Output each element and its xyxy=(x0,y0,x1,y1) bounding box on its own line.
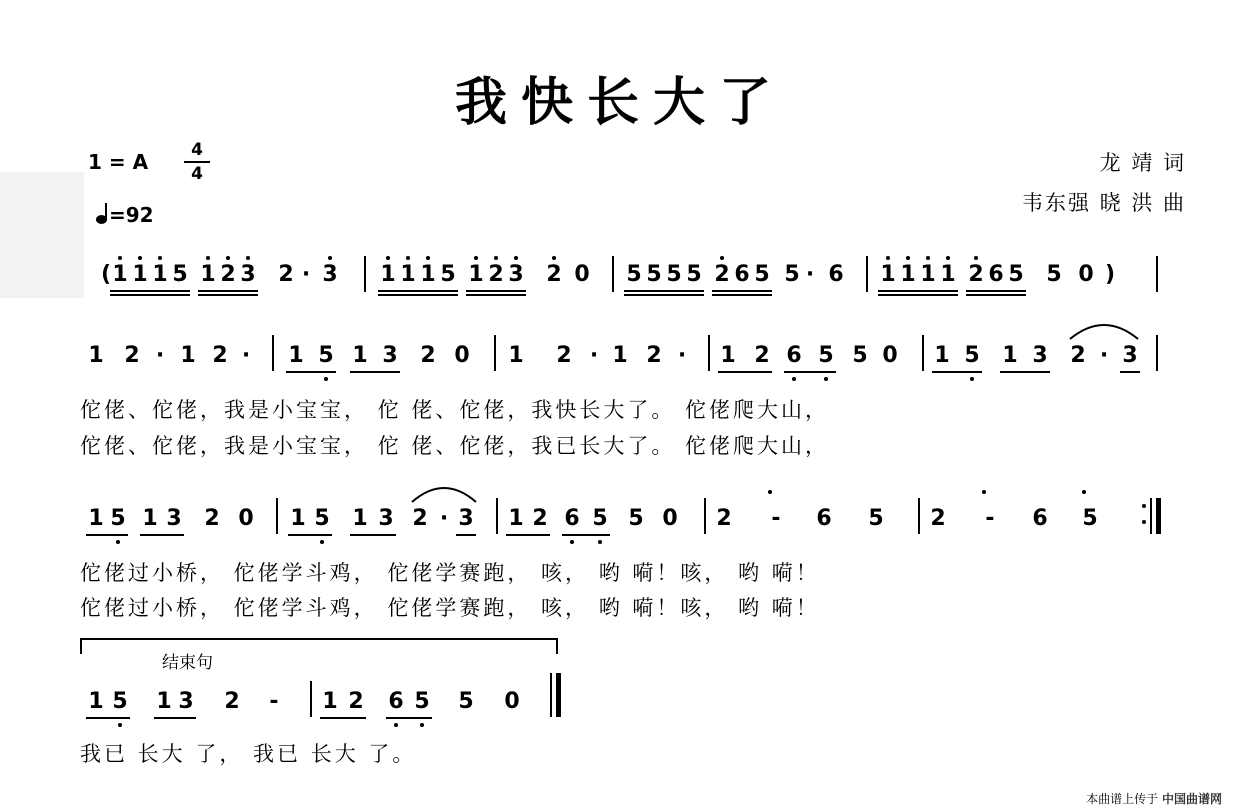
note-numeral: 6 xyxy=(816,506,832,531)
beam-underline xyxy=(712,290,772,292)
bar-line xyxy=(918,498,920,534)
staff-intro xyxy=(0,262,1240,322)
note-numeral: 2 xyxy=(646,343,662,368)
tempo-marking: =92 xyxy=(96,203,154,227)
beam-underline xyxy=(932,371,982,373)
beam-underline xyxy=(1120,371,1140,373)
bar-line xyxy=(310,681,312,717)
note-numeral: 2 xyxy=(420,343,436,368)
note-numeral: 2 xyxy=(488,262,504,287)
note-numeral: 1 xyxy=(720,343,736,368)
note-numeral: 1 xyxy=(180,343,196,368)
note-numeral: 5 xyxy=(318,343,334,368)
note-numeral: 1 xyxy=(940,262,956,287)
time-sig-top: 4 xyxy=(191,140,203,160)
note-numeral: 1 xyxy=(200,262,216,287)
octave-dot xyxy=(394,723,398,727)
note-numeral: · xyxy=(241,343,251,368)
note-numeral: 5 xyxy=(666,262,682,287)
note-numeral: 5 xyxy=(626,262,642,287)
note-numeral: 6 xyxy=(786,343,802,368)
bar-line xyxy=(708,335,710,371)
note-numeral: 0 xyxy=(1078,262,1094,287)
octave-dot xyxy=(1082,490,1086,494)
note-numeral: 5 xyxy=(172,262,188,287)
note-numeral: 2 xyxy=(556,343,572,368)
note-numeral: 1 xyxy=(142,506,158,531)
note-numeral: 6 xyxy=(828,262,844,287)
beam-underline xyxy=(966,290,1026,292)
note-numeral: 1 xyxy=(420,262,436,287)
bar-line xyxy=(550,673,552,717)
note-numeral: 1 xyxy=(132,262,148,287)
note-numeral: 2 xyxy=(348,689,364,714)
note-numeral: 1 xyxy=(380,262,396,287)
octave-dot xyxy=(226,256,230,260)
octave-dot xyxy=(598,540,602,544)
octave-dot xyxy=(324,377,328,381)
note-numeral: 3 xyxy=(166,506,182,531)
note-numeral: 0 xyxy=(882,343,898,368)
note-numeral: 5 xyxy=(818,343,834,368)
bar-line xyxy=(496,498,498,534)
beam-underline xyxy=(712,294,772,296)
bar-line xyxy=(866,256,868,292)
note-numeral: 3 xyxy=(1122,343,1138,368)
note-numeral: 5 xyxy=(1082,506,1098,531)
octave-dot xyxy=(116,540,120,544)
note-numeral: 5 xyxy=(784,262,800,287)
note-numeral: · xyxy=(805,262,815,287)
ending-label: 结束句 xyxy=(162,653,213,673)
quarter-note-icon xyxy=(96,215,107,224)
note-numeral: 1 xyxy=(352,506,368,531)
beam-underline xyxy=(86,534,128,536)
note-numeral: 6 xyxy=(988,262,1004,287)
beam-underline xyxy=(624,290,704,292)
octave-dot xyxy=(552,256,556,260)
beam-underline xyxy=(110,294,190,296)
bar-line xyxy=(272,335,274,371)
bar-line xyxy=(556,673,561,717)
note-numeral: 1 xyxy=(1002,343,1018,368)
note-numeral: 5 xyxy=(592,506,608,531)
note-numeral: 3 xyxy=(240,262,256,287)
beam-underline xyxy=(378,294,458,296)
note-numeral: · xyxy=(1099,343,1109,368)
note-numeral: 6 xyxy=(734,262,750,287)
note-numeral: 5 xyxy=(112,689,128,714)
note-numeral: 2 xyxy=(714,262,730,287)
note-numeral: - xyxy=(771,506,781,531)
note-numeral: 1 xyxy=(900,262,916,287)
beam-underline xyxy=(350,371,400,373)
song-title: 我快长大了 xyxy=(454,72,785,133)
ending-bracket xyxy=(80,638,558,654)
note-numeral: 1 xyxy=(288,343,304,368)
bar-line xyxy=(1156,498,1161,534)
bar-line xyxy=(364,256,366,292)
note-numeral: 3 xyxy=(322,262,338,287)
beam-underline xyxy=(456,534,476,536)
note-numeral: 1 xyxy=(290,506,306,531)
composer-credit: 韦东强 晓 洪 曲 xyxy=(1021,191,1186,215)
note-numeral: 5 xyxy=(964,343,980,368)
note-numeral: 6 xyxy=(388,689,404,714)
note-numeral: 3 xyxy=(458,506,474,531)
octave-dot xyxy=(138,256,142,260)
note-numeral: 1 xyxy=(508,506,524,531)
note-numeral: · xyxy=(155,343,165,368)
note-numeral: 1 xyxy=(468,262,484,287)
octave-dot xyxy=(768,490,772,494)
beam-underline xyxy=(624,294,704,296)
note-numeral: · xyxy=(301,262,311,287)
bar-line xyxy=(276,498,278,534)
bar-line xyxy=(1156,256,1158,292)
note-numeral: 2 xyxy=(716,506,732,531)
note-numeral: 2 xyxy=(412,506,428,531)
note-numeral: 1 xyxy=(88,343,104,368)
note-numeral: 5 xyxy=(868,506,884,531)
note-numeral: - xyxy=(269,689,279,714)
beam-underline xyxy=(140,534,184,536)
octave-dot xyxy=(206,256,210,260)
beam-underline xyxy=(320,717,366,719)
site-logo: 中国曲谱网 xyxy=(1161,792,1222,806)
beam-underline xyxy=(86,717,130,719)
beam-underline xyxy=(466,294,526,296)
note-numeral: 2 xyxy=(968,262,984,287)
note-numeral: 2 xyxy=(1070,343,1086,368)
bar-line xyxy=(612,256,614,292)
octave-dot xyxy=(494,256,498,260)
key-signature: 1 = A xyxy=(88,150,149,174)
lyric-line-2a: 佗佬过小桥， 佗佬学斗鸡， 佗佬学赛跑， 咳， 哟 嗬！咳， 哟 嗬！ xyxy=(80,561,820,585)
note-numeral: 5 xyxy=(686,262,702,287)
time-signature xyxy=(184,140,210,184)
note-numeral: 2 xyxy=(278,262,294,287)
octave-dot xyxy=(406,256,410,260)
note-numeral: 0 xyxy=(454,343,470,368)
octave-dot xyxy=(926,256,930,260)
bar-line xyxy=(1156,335,1158,371)
note-numeral: · xyxy=(677,343,687,368)
beam-underline xyxy=(1000,371,1050,373)
octave-dot xyxy=(974,256,978,260)
note-numeral: 1 xyxy=(152,262,168,287)
note-numeral: 2 xyxy=(220,262,236,287)
octave-dot xyxy=(514,256,518,260)
note-numeral: · xyxy=(589,343,599,368)
beam-underline xyxy=(562,534,610,536)
octave-dot xyxy=(118,723,122,727)
note-numeral: 1 xyxy=(322,689,338,714)
beam-underline xyxy=(718,371,772,373)
note-numeral: 1 xyxy=(352,343,368,368)
beam-underline xyxy=(466,290,526,292)
octave-dot xyxy=(118,256,122,260)
time-sig-bottom: 4 xyxy=(191,164,203,184)
octave-dot xyxy=(420,723,424,727)
note-numeral: 5 xyxy=(628,506,644,531)
note-numeral: 1 xyxy=(920,262,936,287)
note-numeral: 1 xyxy=(112,262,128,287)
octave-dot xyxy=(320,540,324,544)
note-numeral: 3 xyxy=(378,506,394,531)
lyricist-credit: 龙 靖 词 xyxy=(1099,151,1186,175)
note-numeral: 2 xyxy=(754,343,770,368)
note-numeral: 5 xyxy=(1008,262,1024,287)
lyric-line-2b: 佗佬过小桥， 佗佬学斗鸡， 佗佬学赛跑， 咳， 哟 嗬！咳， 哟 嗬！ xyxy=(80,596,820,620)
note-numeral: 5 xyxy=(1046,262,1062,287)
note-numeral: 2 xyxy=(212,343,228,368)
slur-mark xyxy=(1066,317,1142,341)
note-numeral: 5 xyxy=(646,262,662,287)
octave-dot xyxy=(946,256,950,260)
note-numeral: 6 xyxy=(564,506,580,531)
note-numeral: 3 xyxy=(382,343,398,368)
note-numeral: 2 xyxy=(532,506,548,531)
beam-underline xyxy=(878,294,958,296)
octave-dot xyxy=(426,256,430,260)
beam-underline xyxy=(198,294,258,296)
note-numeral: 0 xyxy=(662,506,678,531)
note-numeral: 1 xyxy=(156,689,172,714)
note-numeral: ( xyxy=(100,262,112,287)
beam-underline xyxy=(386,717,432,719)
note-numeral: 2 xyxy=(124,343,140,368)
beam-underline xyxy=(378,290,458,292)
note-numeral: - xyxy=(985,506,995,531)
lyric-line-1a: 佗佬、佗佬，我是小宝宝， 佗 佬、佗佬，我快长大了。 佗佬爬大山， xyxy=(80,398,830,422)
note-numeral: 3 xyxy=(1032,343,1048,368)
bar-line xyxy=(704,498,706,534)
octave-dot xyxy=(982,490,986,494)
note-numeral: 6 xyxy=(1032,506,1048,531)
note-numeral: 1 xyxy=(508,343,524,368)
octave-dot xyxy=(906,256,910,260)
beam-underline xyxy=(198,290,258,292)
octave-dot xyxy=(570,540,574,544)
note-numeral: 1 xyxy=(612,343,628,368)
note-numeral: 5 xyxy=(440,262,456,287)
octave-dot xyxy=(158,256,162,260)
octave-dot xyxy=(474,256,478,260)
octave-dot xyxy=(970,377,974,381)
note-numeral: 5 xyxy=(754,262,770,287)
lyric-line-1b: 佗佬、佗佬，我是小宝宝， 佗 佬、佗佬，我已长大了。 佗佬爬大山， xyxy=(80,434,830,458)
beam-underline xyxy=(506,534,550,536)
note-numeral: 1 xyxy=(400,262,416,287)
note-numeral: 2 xyxy=(204,506,220,531)
note-numeral: 0 xyxy=(574,262,590,287)
note-numeral: 5 xyxy=(458,689,474,714)
octave-dot xyxy=(886,256,890,260)
note-numeral: 2 xyxy=(930,506,946,531)
note-numeral: 3 xyxy=(178,689,194,714)
beam-underline xyxy=(784,371,836,373)
note-numeral: 5 xyxy=(314,506,330,531)
octave-dot xyxy=(792,377,796,381)
note-numeral: 1 xyxy=(88,689,104,714)
note-numeral: 5 xyxy=(110,506,126,531)
note-numeral: 3 xyxy=(508,262,524,287)
note-numeral: 0 xyxy=(504,689,520,714)
slur-mark-2 xyxy=(408,480,480,504)
beam-underline xyxy=(154,717,196,719)
beam-underline xyxy=(286,371,336,373)
note-numeral: · xyxy=(439,506,449,531)
bar-line xyxy=(494,335,496,371)
octave-dot xyxy=(328,256,332,260)
octave-dot xyxy=(824,377,828,381)
octave-dot xyxy=(1142,504,1146,508)
beam-underline xyxy=(350,534,396,536)
octave-dot xyxy=(386,256,390,260)
bar-line xyxy=(1150,498,1152,534)
note-numeral: 5 xyxy=(852,343,868,368)
note-numeral: ) xyxy=(1104,262,1116,287)
note-numeral: 5 xyxy=(414,689,430,714)
note-numeral: 2 xyxy=(224,689,240,714)
octave-dot xyxy=(1142,520,1146,524)
bar-line xyxy=(922,335,924,371)
beam-underline xyxy=(878,290,958,292)
note-numeral: 2 xyxy=(546,262,562,287)
footer-credit: 本曲谱上传于 中国曲谱网 xyxy=(1086,792,1222,806)
octave-dot xyxy=(720,256,724,260)
note-numeral: 1 xyxy=(934,343,950,368)
note-numeral: 1 xyxy=(880,262,896,287)
beam-underline xyxy=(110,290,190,292)
lyric-line-3: 我已 长大 了， 我已 长大 了。 xyxy=(80,742,417,766)
note-numeral: 1 xyxy=(88,506,104,531)
beam-underline xyxy=(966,294,1026,296)
beam-underline xyxy=(288,534,332,536)
octave-dot xyxy=(246,256,250,260)
note-numeral: 0 xyxy=(238,506,254,531)
